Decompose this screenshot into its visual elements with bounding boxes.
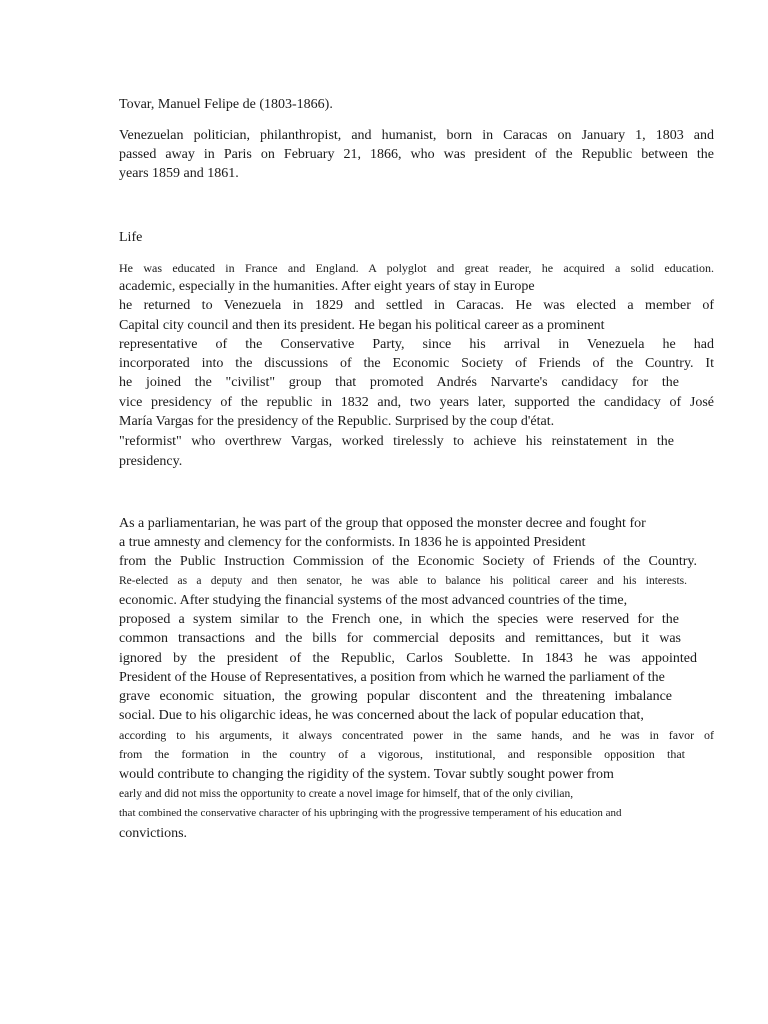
paragraph-line: common transactions and the bills for commercial deposits and remittances, but it was [119, 631, 681, 646]
paragraph-line: according to his arguments, it always concentrated power in the same hands, and he was in favor of [119, 728, 714, 742]
paragraph-line: María Vargas for the presidency of the Republic. Surprised by the coup d'état. [119, 414, 555, 429]
paragraph-line: presidency. [119, 454, 183, 469]
paragraph-line: academic, especially in the humanities. After eight years of stay in Europe [119, 279, 535, 294]
paragraph-line: social. Due to his oligarchic ideas, he was concerned about the lack of popular education that, [119, 708, 644, 723]
paragraph-line: "reformist" who overthrew Vargas, worked tirelessly to achieve his reinstatement in the [119, 434, 674, 449]
paragraph-line: from the Public Instruction Commission of the Economic Society of Friends of the Country. [119, 554, 697, 569]
paragraph-line: Capital city council and then its president. He began his political career as a prominent [119, 318, 605, 333]
paragraph-line: convictions. [119, 826, 188, 841]
paragraph-line: He was educated in France and England. A polyglot and great reader, he acquired a solid education. [119, 261, 714, 275]
intro-line: passed away in Paris on February 21, 1866, who was president of the Republic between the [119, 147, 714, 162]
paragraph-line: President of the House of Representatives, a position from which he warned the parliament of the [119, 670, 665, 685]
section-heading: Life [119, 230, 143, 245]
paragraph-line: proposed a system similar to the French one, in which the species were reserved for the [119, 612, 679, 627]
intro-line: Venezuelan politician, philanthropist, and humanist, born in Caracas on January 1, 1803 and [119, 128, 714, 143]
paragraph-line: representative of the Conservative Party, since his arrival in Venezuela he had [119, 337, 714, 352]
paragraph-line: grave economic situation, the growing popular discontent and the threatening imbalance [119, 689, 672, 704]
paragraph-line: incorporated into the discussions of the Economic Society of Friends of the Country. It [119, 356, 714, 371]
paragraph-line: vice presidency of the republic in 1832 and, two years later, supported the candidacy of José [119, 395, 714, 410]
paragraph-line: would contribute to changing the rigidity of the system. Tovar subtly sought power from [119, 767, 614, 782]
paragraph-line: ignored by the president of the Republic, Carlos Soublette. In 1843 he was appointed [119, 651, 697, 666]
paragraph-line: early and did not miss the opportunity to create a novel image for himself, that of the only civilian, [119, 788, 574, 800]
paragraph-line: he joined the "civilist" group that promoted Andrés Narvarte's candidacy for the [119, 375, 679, 390]
paragraph-line: from the formation in the country of a vigorous, institutional, and responsible opposition that [119, 747, 685, 761]
paragraph-line: that combined the conservative character of his upbringing with the progressive temperament of his education and [119, 807, 622, 819]
paragraph-line: economic. After studying the financial systems of the most advanced countries of the time, [119, 593, 628, 608]
paragraph-line: As a parliamentarian, he was part of the group that opposed the monster decree and fought for [119, 516, 646, 531]
paragraph-line: Re-elected as a deputy and then senator, he was able to balance his political career and his interests. [119, 575, 687, 587]
intro-line: years 1859 and 1861. [119, 166, 239, 181]
document-title: Tovar, Manuel Felipe de (1803-1866). [119, 97, 333, 112]
paragraph-line: a true amnesty and clemency for the conformists. In 1836 he is appointed President [119, 535, 586, 550]
paragraph-line: he returned to Venezuela in 1829 and settled in Caracas. He was elected a member of [119, 298, 714, 313]
